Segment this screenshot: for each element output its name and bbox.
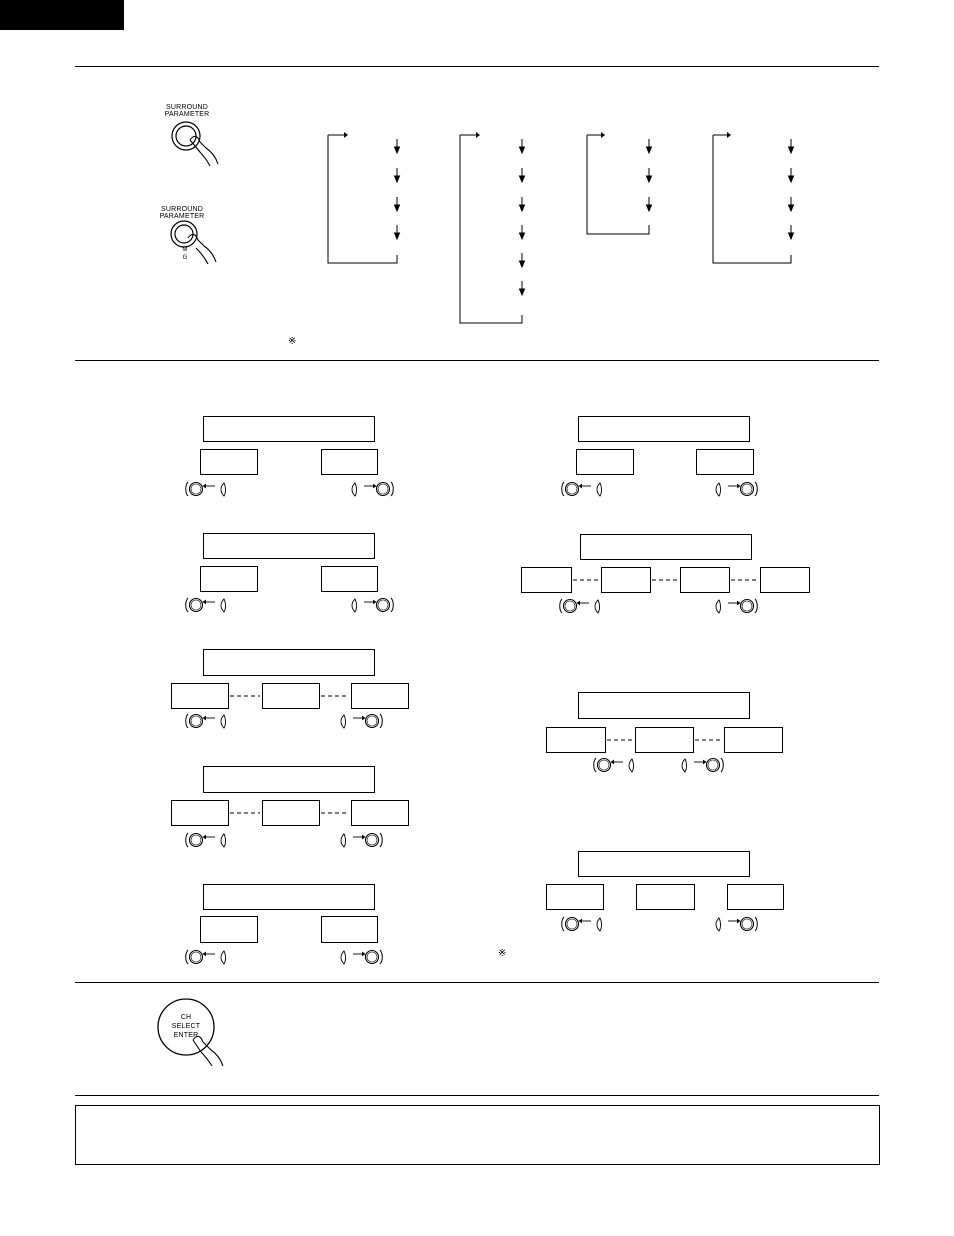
parameter-flow-loop-1 [320, 125, 410, 270]
display-title-box [580, 534, 752, 560]
knob-left-icon [560, 481, 606, 499]
knob-right-icon [339, 713, 385, 731]
dashed-connector [605, 739, 635, 741]
parameter-flow-loop-4 [705, 125, 805, 270]
page-header-tab [0, 0, 124, 30]
section-divider [75, 982, 879, 983]
value-box [521, 567, 572, 593]
knob-right-icon [680, 757, 726, 775]
value-box [760, 567, 810, 593]
value-box [200, 449, 258, 475]
dashed-connector [228, 695, 262, 697]
value-box [635, 727, 694, 753]
value-box [546, 884, 604, 910]
knob-left-icon [184, 597, 230, 615]
dashed-connector [319, 812, 351, 814]
knob-right-icon [350, 481, 396, 499]
display-title-box [578, 692, 750, 719]
parameter-flow-loop-2 [452, 125, 542, 330]
display-title-box [203, 884, 375, 910]
note-mark: ※ [288, 336, 297, 347]
display-title-box [203, 533, 375, 559]
remote-partial-label: M G [182, 247, 188, 261]
knob-left-icon [560, 916, 606, 934]
note-box [75, 1105, 880, 1165]
display-title-box [203, 766, 375, 793]
value-box [200, 916, 258, 943]
display-title-box [203, 649, 375, 676]
section-divider [75, 1095, 879, 1096]
value-box [724, 727, 783, 753]
value-box [351, 800, 409, 826]
knob-left-icon [184, 481, 230, 499]
dashed-connector [228, 812, 262, 814]
dashed-connector [571, 579, 601, 581]
knob-right-icon [339, 832, 385, 850]
display-title-box [578, 416, 750, 442]
knob-right-icon [339, 949, 385, 967]
value-box [636, 884, 695, 910]
knob-left-icon [184, 949, 230, 967]
knob-left-icon [592, 757, 638, 775]
surround-parameter-button-icon[interactable] [160, 118, 230, 168]
value-box [696, 449, 754, 475]
display-title-box [578, 851, 750, 877]
section-divider [75, 66, 879, 67]
value-box [321, 916, 378, 943]
knob-left-icon [184, 713, 230, 731]
dashed-connector [319, 695, 351, 697]
knob-right-icon [350, 597, 396, 615]
value-box [200, 566, 258, 592]
dashed-connector [693, 739, 724, 741]
section-divider [75, 360, 879, 361]
parameter-flow-loop-3 [579, 125, 669, 240]
dashed-connector [650, 579, 680, 581]
value-box [680, 567, 730, 593]
value-box [321, 449, 378, 475]
value-box [171, 800, 229, 826]
remote-surround-parameter-label: SURROUND PARAMETER [159, 206, 205, 220]
knob-right-icon [714, 916, 760, 934]
ch-select-enter-label: CH SELECT ENTER [171, 1014, 201, 1039]
surround-parameter-label: SURROUND PARAMETER [164, 104, 210, 118]
value-box [351, 683, 409, 709]
value-box [601, 567, 651, 593]
value-box [727, 884, 784, 910]
value-box [171, 683, 229, 709]
note-mark: ※ [498, 948, 507, 959]
knob-left-icon [558, 598, 604, 616]
knob-right-icon [714, 598, 760, 616]
knob-right-icon [714, 481, 760, 499]
display-title-box [203, 416, 375, 442]
knob-left-icon [184, 832, 230, 850]
value-box [321, 566, 378, 592]
value-box [546, 727, 606, 753]
value-box [262, 683, 320, 709]
dashed-connector [729, 579, 760, 581]
value-box [576, 449, 634, 475]
value-box [262, 800, 320, 826]
remote-surround-parameter-button-icon[interactable] [160, 218, 230, 268]
